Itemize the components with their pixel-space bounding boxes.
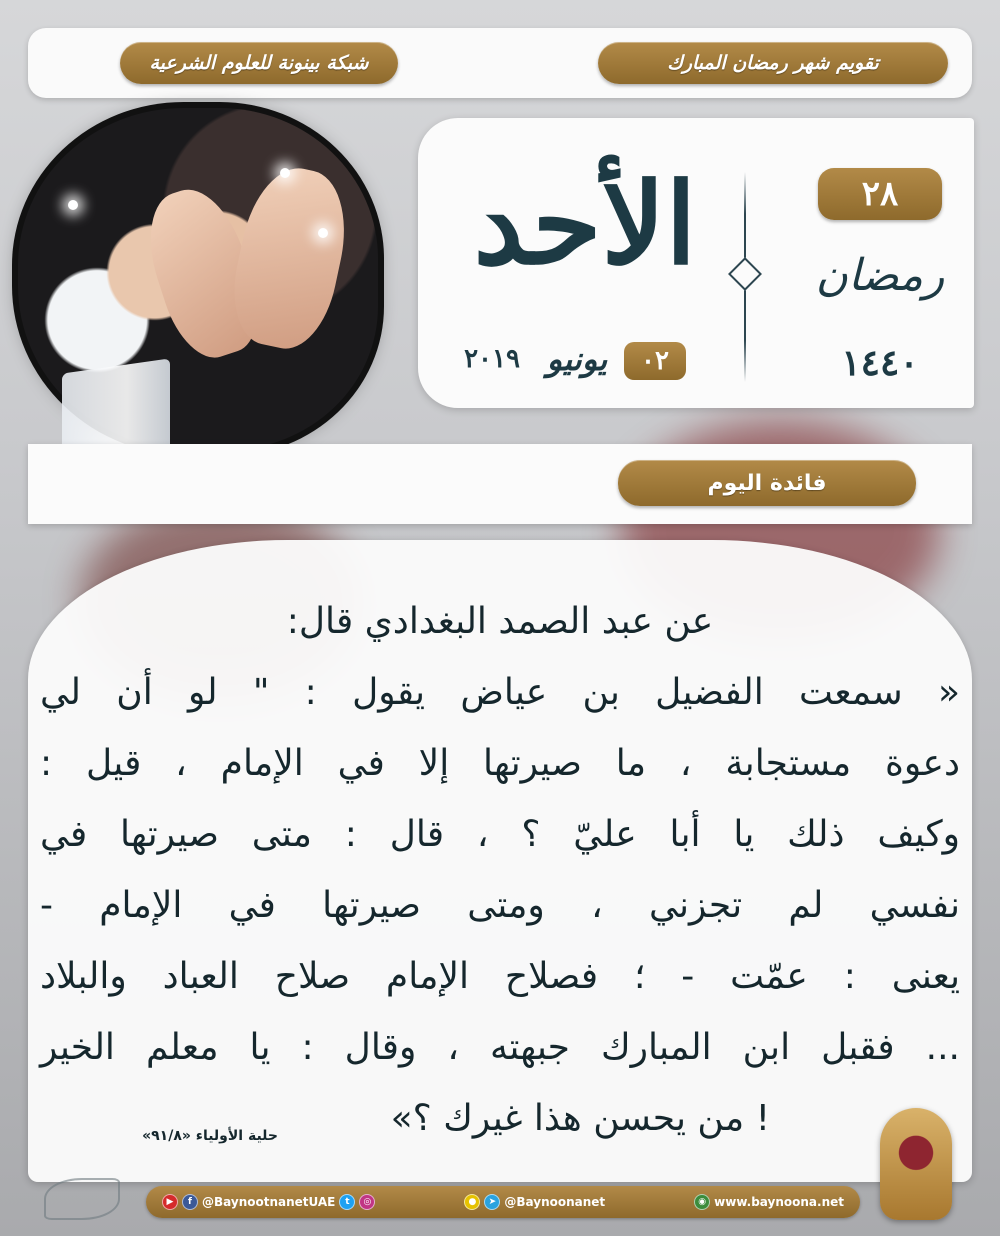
footer-social[interactable] xyxy=(162,1194,375,1210)
quote-line: عن عبد الصمد البغدادي قال: xyxy=(286,601,714,642)
flourish-icon xyxy=(44,1178,120,1220)
sparkle-icon xyxy=(280,168,290,178)
quote-line: ... فقبل ابن المبارك جبهته ، وقال : يا معلم الخير xyxy=(40,1027,960,1068)
website-link[interactable]: www.baynoona.net xyxy=(714,1195,844,1209)
youtube-icon[interactable]: ▶ xyxy=(162,1194,178,1210)
gregorian-month: يونيو xyxy=(546,340,608,378)
source-citation: حلية الأولياء «٩١/٨» xyxy=(142,1128,278,1144)
messaging-handle[interactable]: @Baynoonanet xyxy=(504,1195,606,1209)
quote-line: « سمعت الفضيل بن عياض يقول : " لو أن لي xyxy=(40,672,960,713)
globe-icon[interactable]: ◉ xyxy=(694,1194,710,1210)
brand-logo xyxy=(880,1108,952,1220)
quote-text xyxy=(40,586,960,1154)
hijri-year: ١٤٤٠ xyxy=(841,342,919,384)
social-handle[interactable]: @BaynootnanetUAE xyxy=(202,1195,336,1209)
gregorian-day: ٠٢ xyxy=(624,342,686,380)
quote-line: نفسي لم تجزني ، ومتى صيرتها في الإمام - xyxy=(40,885,960,926)
network-label: شبكة بينونة للعلوم الشرعية xyxy=(120,42,398,84)
quote-line: ! من يحسن هذا غيرك ؟» xyxy=(390,1098,770,1139)
sparkle-icon xyxy=(68,200,78,210)
footer-website[interactable] xyxy=(694,1194,844,1210)
facebook-icon[interactable]: f xyxy=(182,1194,198,1210)
hijri-month: رمضان xyxy=(815,250,945,301)
footer-messaging[interactable] xyxy=(464,1194,605,1210)
section-title: فائدة اليوم xyxy=(618,460,916,506)
praying-hands-image xyxy=(18,108,378,450)
instagram-icon[interactable]: ◎ xyxy=(359,1194,375,1210)
footer-bar xyxy=(146,1186,860,1218)
twitter-icon[interactable]: t xyxy=(339,1194,355,1210)
hijri-day: ٢٨ xyxy=(818,168,942,220)
quote-line: دعوة مستجابة ، ما صيرتها إلا في الإمام ، قيل : xyxy=(40,743,960,784)
weekday: الأحد xyxy=(473,159,697,290)
quote-line: يعنى : عمّت - ؛ فصلاح الإمام صلاح العباد والبلاد xyxy=(40,956,960,997)
telegram-icon[interactable]: ➤ xyxy=(484,1194,500,1210)
sparkle-icon xyxy=(318,228,328,238)
calendar-label: تقويم شهر رمضان المبارك xyxy=(598,42,948,84)
quote-line: وكيف ذلك يا أبا عليّ ؟ ، قال : متى صيرتها في xyxy=(40,814,960,855)
hand-right xyxy=(222,160,357,357)
gregorian-year: ٢٠١٩ xyxy=(464,344,520,374)
snapchat-icon[interactable]: ● xyxy=(464,1194,480,1210)
